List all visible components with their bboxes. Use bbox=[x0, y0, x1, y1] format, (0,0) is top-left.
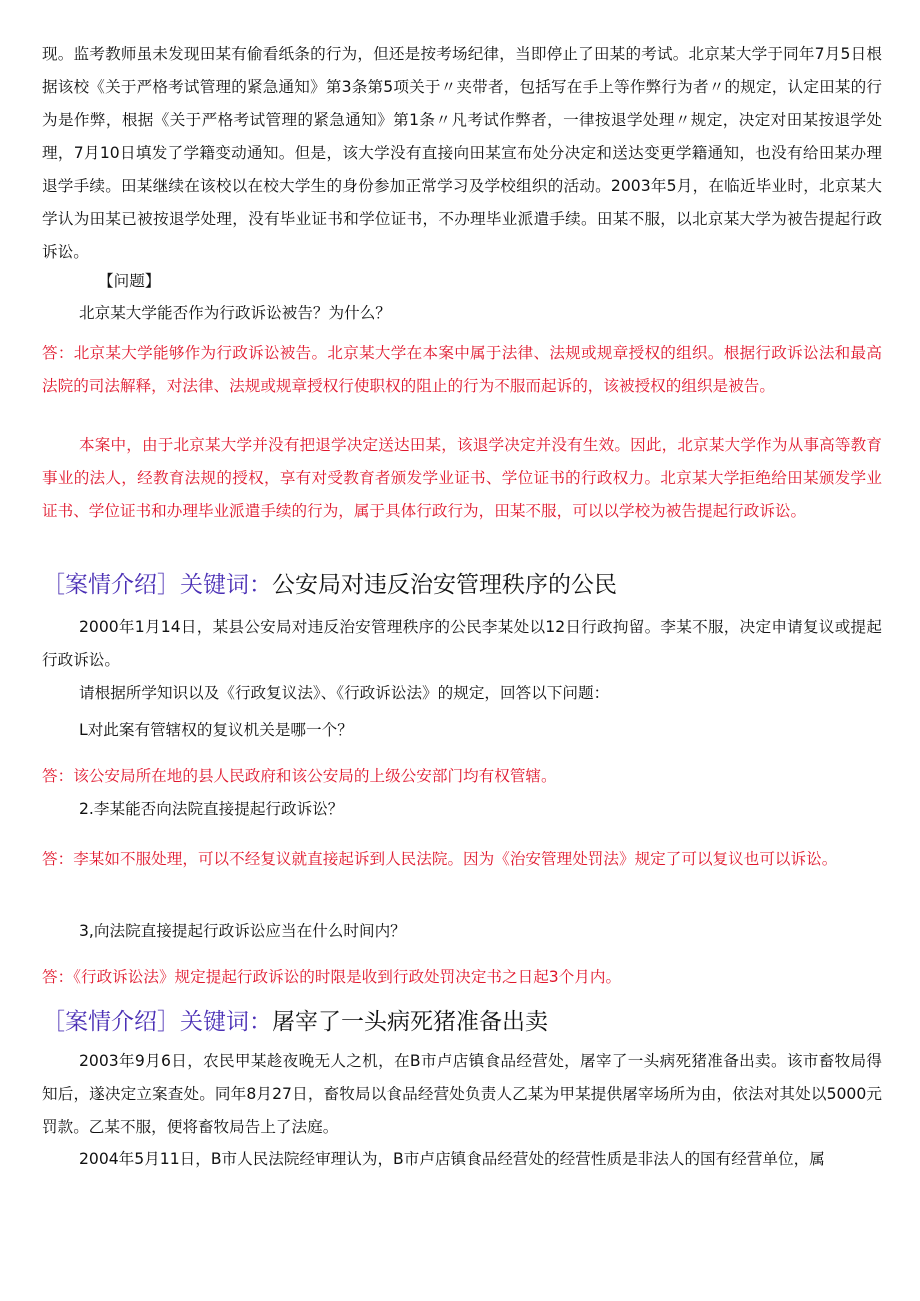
case1-paragraph: 现。监考教师虽未发现田某有偷看纸条的行为，但还是按考场纪律，当即停止了田某的考试。北京某大学于同年7月5日根据该校《关于严格考试管理的紧急通知》第3条第5项关于〃夹带者，包括写在手上等作弊行为者〃的规定，认定田某的行为是作弊，根据《关于严格考试管理的紧急通知》第1条〃凡考试作弊者，一律按退学处理〃规定，决定对田某按退学处理，7月10日填发了学籍变动通知。但是，该大学没有直接向田某宣布处分决定和送达变更学籍通知，也没有给田某办理退学手续。田某继续在该校以在校大学生的身份参加正常学习及学校组织的活动。2003年5月，在临近毕业时，北京某大学认为田某已被按退学处理，没有毕业证书和学位证书，不办理毕业派遣手续。田某不服，以北京某大学为被告提起行政诉讼。 bbox=[42, 45, 882, 261]
question-label: 【问题】 bbox=[98, 272, 161, 290]
case3-paragraph-1: 2003年9月6日，农民甲某趁夜晚无人之机，在B市卢店镇食品经营处，屠宰了一头病死猪准备出卖。该市畜牧局得知后，遂决定立案查处。同年8月27日，畜牧局以食品经营处负责人乙某为甲某提供屠宰场所为由，依法对其处以5000元罚款。乙某不服，便将畜牧局告上了法庭。 bbox=[42, 1052, 882, 1136]
case3-paragraph-2: 2004年5月11日，B市人民法院经审理认为，B市卢店镇食品经营处的经营性质是非法人的国有经营单位，属 bbox=[79, 1150, 825, 1168]
case2-instruction: 请根据所学知识以及《行政复议法》、《行政诉讼法》的规定，回答以下问题： bbox=[79, 684, 610, 702]
case2-heading bbox=[42, 567, 902, 603]
case2-answer-2: 答：李某如不服处理，可以不经复议就直接起诉到人民法院。因为《治安管理处罚法》规定了可以复议也可以诉讼。 bbox=[42, 850, 838, 868]
case2-question-3: 3,向法院直接提起行政诉讼应当在什么时间内？ bbox=[79, 922, 406, 940]
heading-bracket-open: ［ bbox=[42, 572, 65, 598]
heading-label: 案情介绍 bbox=[65, 1009, 157, 1035]
heading-bracket-open: ［ bbox=[42, 1009, 65, 1035]
case2-question-1: L对此案有管辖权的复议机关是哪一个？ bbox=[79, 721, 353, 739]
heading-keyword-label: 关键词： bbox=[180, 1009, 272, 1035]
case3-heading bbox=[42, 1004, 902, 1040]
heading-topic: 屠宰了一头病死猪准备出卖 bbox=[272, 1009, 548, 1035]
case2-paragraph: 2000年1月14日，某县公安局对违反治安管理秩序的公民李某处以12日行政拘留。李某不服，决定申请复议或提起行政诉讼。 bbox=[42, 618, 882, 669]
case2-answer-3: 答：《行政诉讼法》规定提起行政诉讼的时限是收到行政处罚决定书之日起3个月内。 bbox=[42, 968, 622, 986]
case2-answer-1: 答：该公安局所在地的县人民政府和该公安局的上级公安部门均有权管辖。 bbox=[42, 767, 557, 785]
heading-bracket-close: ］ bbox=[157, 572, 180, 598]
case1-answer-1: 答：北京某大学能够作为行政诉讼被告。北京某大学在本案中属于法律、法规或规章授权的组织。根据行政诉讼法和最高法院的司法解释，对法律、法规或规章授权行使职权的阻止的行为不服而起诉的，该被授权的组织是被告。 bbox=[42, 344, 882, 395]
case1-question: 北京某大学能否作为行政诉讼被告？为什么？ bbox=[79, 304, 391, 322]
case2-question-2: 2.李某能否向法院直接提起行政诉讼？ bbox=[79, 800, 344, 818]
heading-bracket-close: ］ bbox=[157, 1009, 180, 1035]
case1-answer-2: 本案中，由于北京某大学并没有把退学决定送达田某，该退学决定并没有生效。因此，北京某大学作为从事高等教育事业的法人，经教育法规的授权，享有对受教育者颁发学业证书、学位证书的行政权力。北京某大学拒绝给田某颁发学业证书、学位证书和办理毕业派遣手续的行为，属于具体行政行为，田某不服，可以以学校为被告提起行政诉讼。 bbox=[42, 436, 882, 520]
heading-label: 案情介绍 bbox=[65, 572, 157, 598]
heading-keyword-label: 关键词： bbox=[180, 572, 272, 598]
heading-topic: 公安局对违反治安管理秩序的公民 bbox=[272, 572, 617, 598]
